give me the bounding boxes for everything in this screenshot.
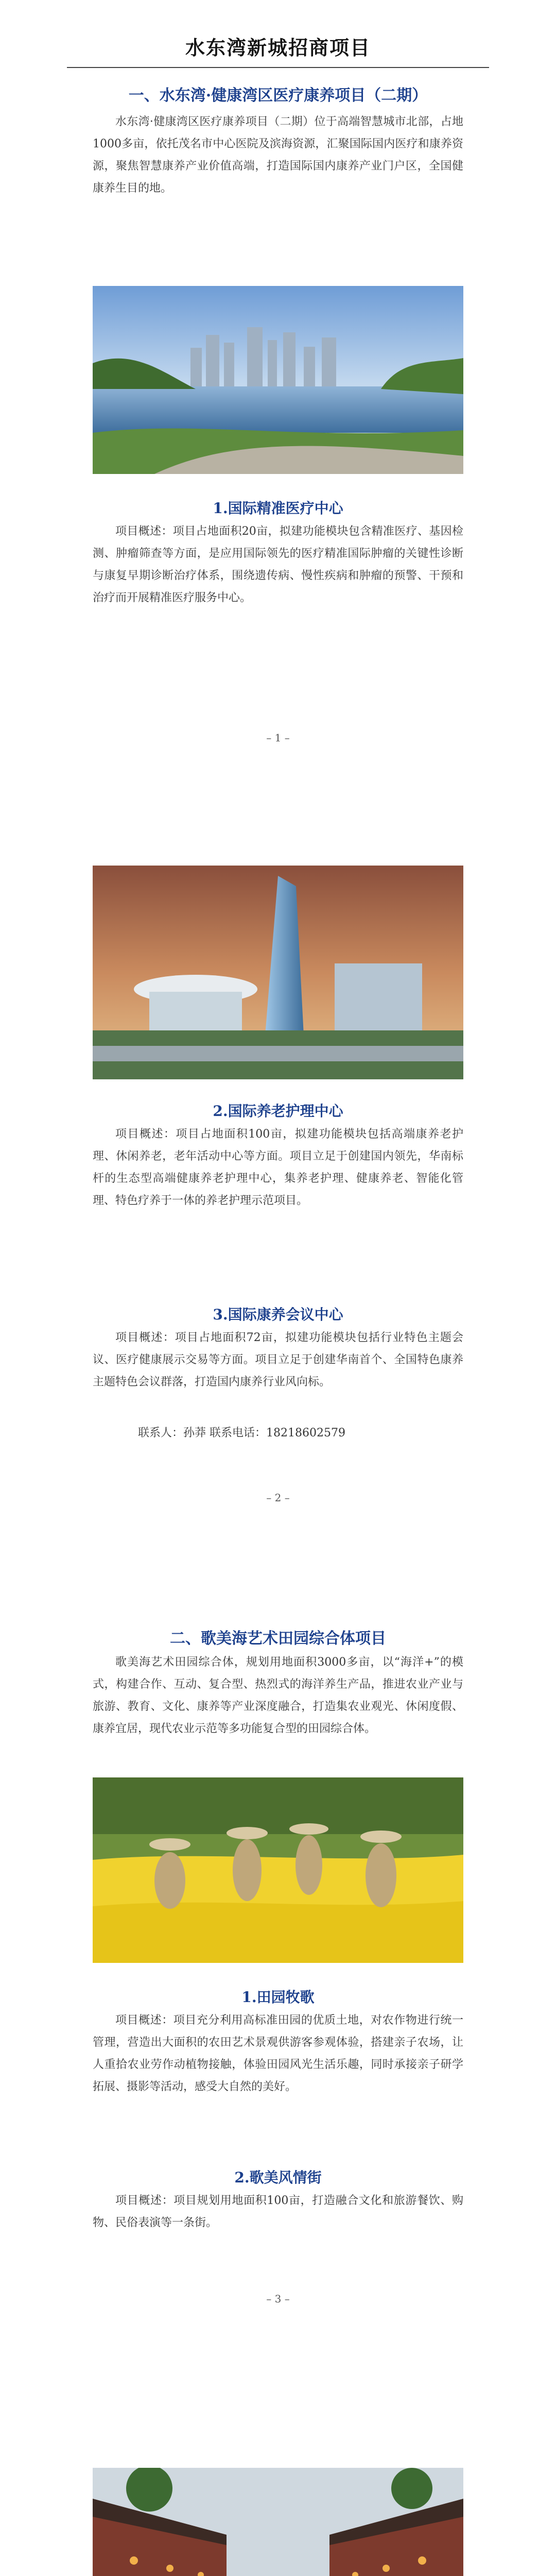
s2-item1-heading: 1.田园牧歌	[241, 1989, 315, 2006]
s2-item2-heading: 2.歌美风情街	[234, 2169, 322, 2186]
page-number: – 1 –	[266, 732, 290, 744]
farmers-field-photo	[93, 1777, 463, 1963]
section1-heading: 一、水东湾·健康湾区医疗康养项目（二期）	[128, 87, 428, 105]
s1-item1-text: 项目概述：项目占地面积20亩，拟建功能模块包含精准医疗、基因检测、肿瘤筛查等方面，是应用国际领先的医疗精准国际肿瘤的关键性诊断与康复早期诊断治疗体系，围绕遗传病、慢性疾病和肿瘤的预警、干预和治疗而开展精准医疗服务中心。	[93, 525, 463, 604]
section1-intro: 水东湾·健康湾区医疗康养项目（二期）位于高端智慧城市北部，占地1000多亩，依托茂名市中心医院及滨海资源，汇聚国际国内医疗和康养资源，聚焦智慧康养产业价值高端，打造国际国内康养产业门户区，全国健康养生目的地。	[93, 115, 463, 195]
document-title: 水东湾新城招商项目	[185, 36, 371, 59]
title-divider	[67, 67, 489, 68]
page-number: – 3 –	[266, 2293, 290, 2305]
page-number: – 2 –	[266, 1492, 290, 1504]
medical-center-render	[93, 866, 463, 1079]
old-town-street-render	[93, 2468, 463, 2576]
s1-item2-heading: 2.国际养老护理中心	[213, 1103, 343, 1120]
s1-item1-heading: 1.国际精准医疗中心	[213, 500, 343, 517]
section2-heading: 二、歌美海艺术田园综合体项目	[170, 1630, 386, 1648]
s2-item2-text: 项目概述：项目规划用地面积100亩，打造融合文化和旅游餐饮、购物、民俗表演等一条街。	[93, 2194, 463, 2229]
s2-item1-text: 项目概述：项目充分利用高标准田园的优质土地，对农作物进行统一管理，营造出大面积的农田艺术景观供游客参观体验，搭建亲子农场，让人重拾农业劳作动植物接触，体验田园风光生活乐趣，同时承接亲子研学拓展、摄影等活动，感受大自然的美好。	[93, 2014, 463, 2093]
s1-item3-heading: 3.国际康养会议中心	[213, 1306, 343, 1323]
s1-item2-text: 项目概述：项目占地面积100亩，拟建功能模块包括高端康养老护理、休闲养老，老年活动中心等方面。项目立足于创建国内领先，华南标杆的生态型高端健康养老护理中心，集养老护理、健康养老、智能化管理、特色疗养于一体的养老护理示范项目。	[93, 1128, 463, 1207]
s1-contact: 联系人：孙莽 联系电话：18218602579	[138, 1427, 345, 1439]
s1-item3-text: 项目概述：项目占地面积72亩，拟建功能模块包括行业特色主题会议、医疗健康展示交易等方面。项目立足于创建华南首个、全国特色康养主题特色会议群落，打造国内康养行业风向标。	[93, 1331, 463, 1388]
section2-intro: 歌美海艺术田园综合体，规划用地面积3000多亩，以“海洋+”的模式，构建合作、互动、复合型、热烈式的海洋养生产品，推进农业产业与旅游、教育、文化、康养等产业深度融合，打造集农业观光、休闲度假、康养宜居，现代农业示范等多功能复合型的田园综合体。	[93, 1656, 463, 1735]
city-skyline-photo	[93, 286, 463, 474]
